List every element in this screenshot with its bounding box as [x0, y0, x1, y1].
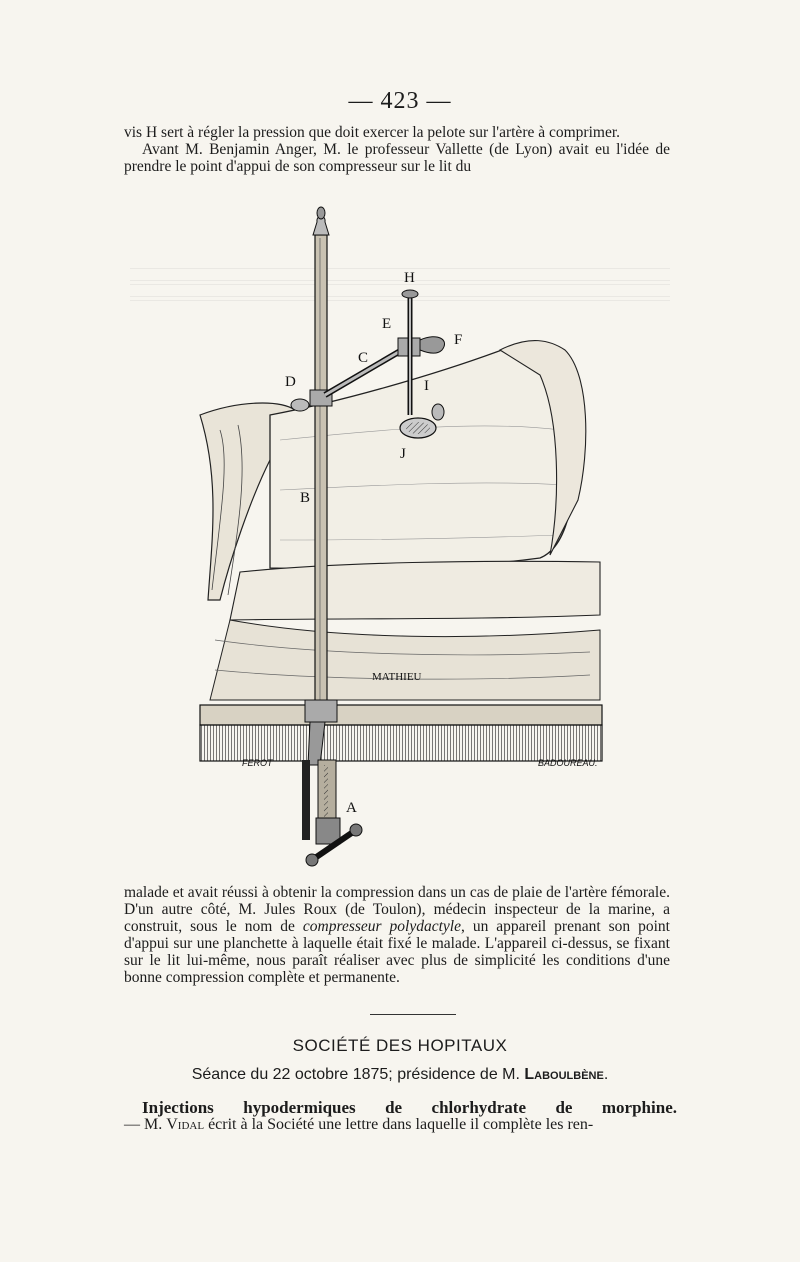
label-D: D	[285, 374, 296, 390]
compressor-illustration	[120, 200, 680, 880]
page-number: — 423 —	[348, 88, 452, 114]
article-dash: — M.	[124, 1116, 167, 1133]
engraver-signature-right: BADOUREAU.	[538, 758, 598, 768]
label-H: H	[404, 270, 415, 286]
bed-rail	[200, 725, 602, 761]
mattress	[230, 561, 600, 620]
label-I: I	[424, 378, 429, 394]
session-president: Laboulbène	[524, 1066, 604, 1083]
bottom-paragraph-part2: , un appareil prenant son point d'appui sur une planchette à laquelle était fixé le malade. L'appareil ci-dessus, se fixant sur le lit lui-même, nous paraît réaliser avec plus de simplicité les conditions d'une bonne compression complète et permanente.	[124, 918, 670, 986]
article-first-line	[124, 1116, 677, 1134]
session-prefix: Séance du 22 octobre 1875; présidence de M.	[191, 1066, 525, 1083]
collar-screw	[291, 399, 309, 411]
bed-rail-top	[200, 705, 602, 725]
session-line	[0, 1066, 800, 1084]
section-divider	[370, 1014, 456, 1015]
section-title: SOCIÉTÉ DES HOPITAUX	[292, 1036, 508, 1055]
maker-signature: MATHIEU	[372, 671, 422, 683]
label-J: J	[400, 446, 406, 462]
thumb-screw	[420, 337, 445, 353]
session-suffix: .	[603, 1066, 609, 1083]
background-shading	[130, 265, 670, 301]
article-text: écrit à la Société une lettre dans laquelle il complète les ren-	[204, 1116, 594, 1133]
bottom-paragraph-part1: malade et avait réussi à obtenir la compression dans un cas de plaie de l'artère fémorale. D'un autre côté, M. Jules Roux (de Toulon), médecin inspecteur de la marine, a construit, sous le nom de	[124, 884, 670, 935]
label-C: C	[358, 350, 369, 366]
bottom-paragraph-italic: compresseur polydactyle	[302, 918, 461, 935]
article-author: Vidal	[166, 1116, 205, 1133]
clamp-body	[305, 700, 337, 722]
label-F: F	[454, 332, 463, 348]
label-B: B	[300, 490, 311, 506]
top-paragraph-line2: Avant M. Benjamin Anger, M. le professeur Vallette (de Lyon) avait eu l'idée de prendre le point d'appui de son compresseur sur le lit du	[124, 141, 670, 175]
screw-head	[402, 290, 418, 298]
top-paragraph	[124, 124, 670, 175]
compressor-engraving	[120, 200, 680, 880]
vertical-rod	[315, 235, 327, 705]
engraver-signature-left: FEROT	[242, 758, 273, 768]
article-title: Injections hypodermiques de chlorhydrate de morphine.	[142, 1098, 677, 1117]
bottom-paragraph	[124, 884, 670, 986]
top-paragraph-line1: vis H sert à régler la pression que doit exercer la pelote sur l'artère à comprimer.	[124, 124, 621, 141]
label-A: A	[346, 800, 357, 816]
label-E: E	[382, 316, 392, 332]
